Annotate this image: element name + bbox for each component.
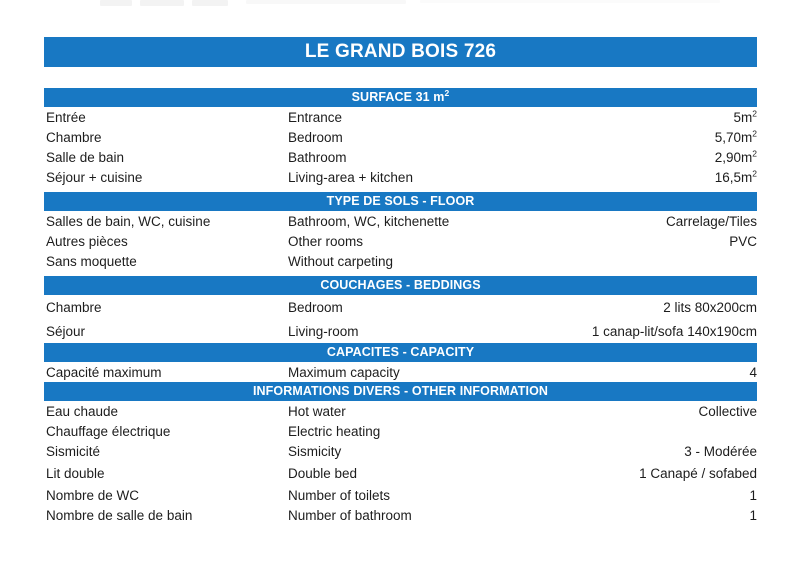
row-label-fr: Chambre (46, 299, 102, 315)
row-label-en: Hot water (288, 403, 346, 419)
section-header-floor: TYPE DE SOLS - FLOOR (44, 192, 757, 211)
table-row (44, 211, 757, 231)
table-row (44, 362, 757, 382)
row-value: 1 Canapé / sofabed (639, 465, 757, 481)
row-label-fr: Nombre de salle de bain (46, 507, 193, 523)
row-label-fr: Séjour + cuisine (46, 169, 143, 185)
row-label-en: Bathroom, WC, kitchenette (288, 213, 450, 229)
row-label-en: Other rooms (288, 233, 364, 249)
table-row (44, 461, 757, 485)
row-value: $5,70m^2$ (714, 128, 757, 145)
page-title: LE GRAND BOIS 726 (44, 37, 757, 67)
table-row (44, 127, 757, 147)
row-label-fr: Sismicité (46, 443, 101, 459)
row-value: PVC (729, 233, 757, 249)
row-value: $2,90m^2$ (714, 148, 757, 165)
row-label-fr: Séjour (46, 323, 86, 339)
section-header-other-information: INFORMATIONS DIVERS - OTHER INFORMATION (44, 382, 757, 401)
row-label-fr: Salle de bain (46, 149, 125, 165)
table-row (44, 319, 757, 343)
table-row (44, 231, 757, 251)
row-label-en: Maximum capacity (288, 364, 400, 380)
table-row (44, 421, 757, 441)
row-value: 2 lits 80x200cm (663, 299, 757, 315)
table-row (44, 505, 757, 525)
row-value: $16,5m^2$ (714, 168, 757, 185)
row-label-en: Bedroom (288, 129, 343, 145)
table-row (44, 485, 757, 505)
row-label-fr: Salles de bain, WC, cuisine (46, 213, 211, 229)
row-label-en: Double bed (288, 465, 358, 481)
table-row (44, 147, 757, 167)
row-label-fr: Chauffage électrique (46, 423, 171, 439)
row-value: 4 (749, 364, 757, 380)
row-label-en: Living-room (288, 323, 359, 339)
row-label-fr: Nombre de WC (46, 487, 140, 503)
row-label-fr: Chambre (46, 129, 102, 145)
row-value: 1 canap-lit/sofa 140x190cm (591, 323, 757, 339)
section-header-beddings: COUCHAGES - BEDDINGS (44, 276, 757, 295)
row-label-en: Electric heating (288, 423, 381, 439)
table-row (44, 295, 757, 319)
row-label-en: Bedroom (288, 299, 343, 315)
row-value: 1 (749, 507, 757, 523)
row-label-en: Sismicity (288, 443, 342, 459)
row-label-fr: Entrée (46, 109, 86, 125)
table-row (44, 401, 757, 421)
row-label-fr: Eau chaude (46, 403, 119, 419)
table-row (44, 441, 757, 461)
row-value: Collective (698, 403, 757, 419)
row-label-en: Bathroom (288, 149, 347, 165)
table-row (44, 167, 757, 187)
row-value: 3 - Modérée (684, 443, 757, 459)
row-label-fr: Lit double (46, 465, 105, 481)
row-label-en: Entrance (288, 109, 343, 125)
row-value: $5m^2$ (733, 108, 757, 125)
row-label-en: Without carpeting (288, 253, 394, 269)
row-label-en: Living-area + kitchen (288, 169, 413, 185)
row-label-fr: Autres pièces (46, 233, 128, 249)
table-row (44, 107, 757, 127)
row-value: 1 (749, 487, 757, 503)
row-value: Carrelage/Tiles (665, 213, 757, 229)
row-label-fr: Sans moquette (46, 253, 137, 269)
section-header-surface: SURFACE 31 $m^2$ (44, 88, 757, 107)
row-label-en: Number of toilets (288, 487, 391, 503)
row-label-en: Number of bathroom (288, 507, 412, 523)
section-header-capacity: CAPACITES - CAPACITY (44, 343, 757, 362)
table-row (44, 251, 757, 271)
row-label-fr: Capacité maximum (46, 364, 162, 380)
